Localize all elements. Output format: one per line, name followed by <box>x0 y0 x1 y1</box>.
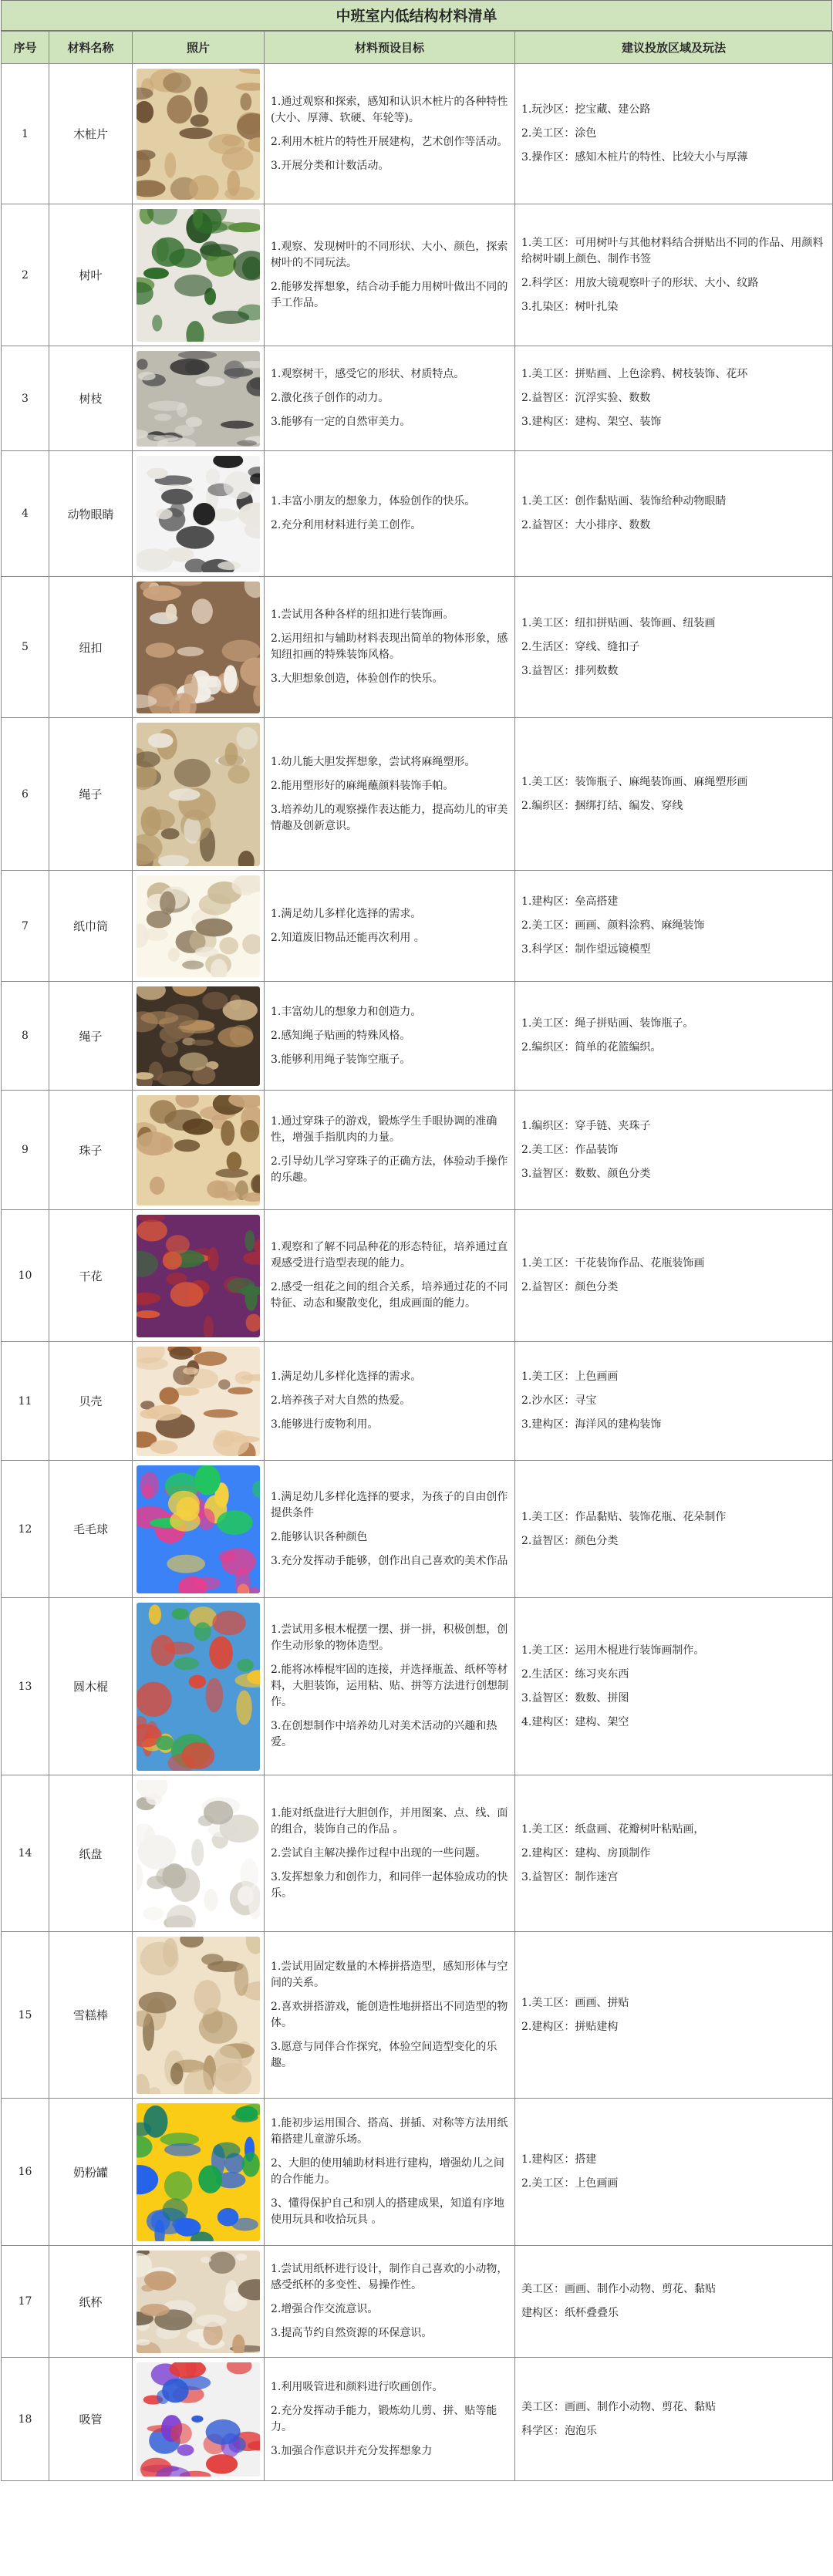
goal-item: 2.喜欢拼搭游戏，能创造性地拼搭出不同造型的物体。 <box>271 2000 508 2029</box>
area-item: 3.建构区：海洋风的建构装饰 <box>521 1418 662 1431</box>
table-row <box>2 1932 833 2099</box>
goal-item: 1.尝试用纸杯进行设计，制作自己喜欢的小动物，感受纸杯的多变性、易操作性。 <box>271 2263 508 2291</box>
goal-item: 2.感知绳子贴画的特殊风格。 <box>271 1029 411 1042</box>
goal-item: 2.利用木桩片的特性开展建构，艺术创作等活动。 <box>271 135 508 148</box>
material-name: 纸巾筒 <box>49 871 133 982</box>
material-name: 圆木棍 <box>49 1598 133 1775</box>
table-header-row <box>2 32 833 64</box>
areas-cell <box>515 1775 833 1932</box>
goal-item: 1.通过穿珠子的游戏，锻炼学生手眼协调的准确性，增强手指肌肉的力量。 <box>271 1115 497 1144</box>
goal-item: 1.观察树干，感受它的形状、材质特点。 <box>271 368 465 380</box>
photo-graphic <box>137 986 260 1086</box>
area-item: 1.美工区：干花装饰作品、花瓶装饰画 <box>521 1257 705 1269</box>
straws-photo <box>137 2362 260 2477</box>
goal-item: 3.培养幼儿的观察操作表达能力，提高幼儿的审美情趣及创新意识。 <box>271 803 508 832</box>
table-row <box>2 1342 833 1461</box>
area-item: 3.建构区：建构、架空、装饰 <box>521 416 662 428</box>
goal-item: 2.引导幼儿学习穿珠子的正确方法，体验动手操作的乐趣。 <box>271 1155 508 1184</box>
photo-cell <box>133 1210 265 1342</box>
row-number: 6 <box>2 718 49 871</box>
goal-item: 1.丰富小朋友的想象力，体验创作的快乐。 <box>271 495 476 507</box>
material-name: 树枝 <box>49 346 133 451</box>
goal-item: 3.能够利用绳子装饰空瓶子。 <box>271 1053 411 1066</box>
photo-graphic <box>137 2103 260 2241</box>
goals-cell <box>265 2358 515 2481</box>
material-name: 树叶 <box>49 204 133 346</box>
goal-item: 2、大胆的使用辅助材料进行建构，增强幼儿之间的合作能力。 <box>271 2157 504 2186</box>
header-name: 材料名称 <box>49 32 133 64</box>
photo-cell <box>133 2099 265 2246</box>
table-row <box>2 2099 833 2246</box>
header-no: 序号 <box>2 32 49 64</box>
area-item: 1.美工区：创作黏贴画、装饰给种动物眼睛 <box>521 495 727 507</box>
table-body <box>2 64 833 2481</box>
photo-cell <box>133 346 265 451</box>
material-table <box>1 31 833 2481</box>
area-item: 3.操作区：感知木桩片的特性、比较大小与厚薄 <box>521 151 748 164</box>
area-item: 1.建构区：垒高搭建 <box>521 895 619 908</box>
photo-cell <box>133 718 265 871</box>
area-item: 1.美工区：拼贴画、上色涂鸦、树枝装饰、花环 <box>521 368 748 380</box>
area-item: 2.生活区：穿线、缝扣子 <box>521 640 640 653</box>
area-item: 2.编织区：捆绑打结、编发、穿线 <box>521 799 683 812</box>
goals-cell <box>265 1342 515 1461</box>
table-row <box>2 1775 833 1932</box>
goals-cell <box>265 1091 515 1210</box>
area-item: 3.益智区：排列数数 <box>521 664 619 677</box>
goal-item: 2.能够发挥想象，结合动手能力用树叶做出不同的手工作品。 <box>271 280 508 309</box>
areas-cell <box>515 1932 833 2099</box>
goal-item: 2.增强合作交流意识。 <box>271 2303 379 2315</box>
areas-cell <box>515 1210 833 1342</box>
goal-item: 1.通过观察和探索，感知和认识木桩片的各种特性(大小、厚薄、软硬、年轮等)。 <box>271 95 508 124</box>
area-item: 1.美工区：画画、拼贴 <box>521 1996 629 2009</box>
row-number: 1 <box>2 64 49 204</box>
goals-cell <box>265 451 515 577</box>
wood-slices-photo <box>137 69 260 200</box>
row-number: 9 <box>2 1091 49 1210</box>
goal-item: 1.观察、发现树叶的不同形状、大小、颜色，探索树叶的不同玩法。 <box>271 240 508 269</box>
goals-cell <box>265 718 515 871</box>
goal-item: 2.充分利用材料进行美工创作。 <box>271 519 422 531</box>
goal-item: 2.培养孩子对大自然的热爱。 <box>271 1394 411 1407</box>
photo-cell <box>133 1461 265 1598</box>
photo-cell <box>133 451 265 577</box>
goal-item: 2.感受一组花之间的组合关系，培养通过花的不同特征、动态和聚散变化，组成画面的能力。 <box>271 1281 508 1310</box>
table-row <box>2 346 833 451</box>
goal-item: 3.加强合作意识并充分发挥想象力 <box>271 2444 433 2457</box>
photo-graphic <box>137 1937 260 2094</box>
area-item: 1.美工区：绳子拼贴画、装饰瓶子。 <box>521 1017 694 1030</box>
table-row <box>2 64 833 204</box>
goal-item: 1.观察和了解不同品种花的形态特征，培养通过直观感受进行造型表现的能力。 <box>271 1241 508 1269</box>
area-item: 2.沙水区：寻宝 <box>521 1394 597 1407</box>
page-title: 中班室内低结构材料清单 <box>1 0 832 31</box>
material-name: 毛毛球 <box>49 1461 133 1598</box>
goals-cell <box>265 204 515 346</box>
table-row <box>2 1210 833 1342</box>
table-row <box>2 1461 833 1598</box>
photo-graphic <box>137 1215 260 1337</box>
goal-item: 1.满足幼儿多样化选择的要求，为孩子的自由创作提供条件 <box>271 1490 508 1519</box>
photo-graphic <box>137 2251 260 2353</box>
photo-cell <box>133 577 265 718</box>
row-number: 2 <box>2 204 49 346</box>
photo-cell <box>133 1091 265 1210</box>
photo-cell <box>133 871 265 982</box>
animal-eyes-photo <box>137 456 260 572</box>
row-number: 17 <box>2 2246 49 2358</box>
material-name: 纸盘 <box>49 1775 133 1932</box>
goal-item: 1.尝试用各种各样的纽扣进行装饰画。 <box>271 609 454 621</box>
areas-cell <box>515 204 833 346</box>
sticks-photo <box>137 1603 260 1771</box>
area-item: 美工区：画画、制作小动物、剪花、黏贴 <box>521 2400 716 2413</box>
table-row <box>2 1598 833 1775</box>
area-item: 2.益智区：大小排序、数数 <box>521 519 651 531</box>
photo-cell <box>133 204 265 346</box>
photo-graphic <box>137 1780 260 1927</box>
goals-cell <box>265 64 515 204</box>
table-row <box>2 982 833 1091</box>
goal-item: 2.知道废旧物品还能再次利用 。 <box>271 931 425 944</box>
row-number: 5 <box>2 577 49 718</box>
goal-item: 3.在创想制作中培养幼儿对美术活动的兴趣和热爱。 <box>271 1720 497 1748</box>
material-name: 干花 <box>49 1210 133 1342</box>
goal-item: 3.发挥想象力和创作力，和同伴一起体验成功的快乐。 <box>271 1870 508 1900</box>
material-name: 纸杯 <box>49 2246 133 2358</box>
goals-cell <box>265 1210 515 1342</box>
goal-item: 1.满足幼儿多样化选择的需求。 <box>271 907 422 920</box>
material-name: 木桩片 <box>49 64 133 204</box>
photo-cell <box>133 2246 265 2358</box>
area-item: 2.建构区：建构、房顶制作 <box>521 1846 651 1860</box>
area-item: 科学区：泡泡乐 <box>521 2424 597 2437</box>
table-row <box>2 2246 833 2358</box>
goal-item: 1.能对纸盘进行大胆创作，并用图案、点、线、面的组合，装饰自己的作品 。 <box>271 1806 508 1836</box>
photo-graphic <box>137 582 260 713</box>
areas-cell <box>515 1091 833 1210</box>
photo-graphic <box>137 69 260 200</box>
dried-flowers-photo <box>137 1215 260 1337</box>
goal-item: 1.丰富幼儿的想象力和创造力。 <box>271 1005 422 1018</box>
goal-item: 3.愿意与同伴合作探究，体验空间造型变化的乐趣。 <box>271 2040 497 2069</box>
photo-cell <box>133 1775 265 1932</box>
area-item: 2.益智区：沉浮实验、数数 <box>521 392 651 404</box>
header-areas: 建议投放区域及玩法 <box>515 32 833 64</box>
area-item: 1.美工区：上色画画 <box>521 1371 619 1383</box>
area-item: 2.编织区：简单的花篮编织。 <box>521 1041 662 1054</box>
material-name: 绳子 <box>49 718 133 871</box>
goals-cell <box>265 346 515 451</box>
material-name: 动物眼睛 <box>49 451 133 577</box>
goal-item: 1.满足幼儿多样化选择的需求。 <box>271 1371 422 1383</box>
area-item: 1.玩沙区：挖宝藏、建公路 <box>521 103 651 116</box>
areas-cell <box>515 64 833 204</box>
goals-cell <box>265 2099 515 2246</box>
table-row <box>2 718 833 871</box>
area-item: 2.益智区：颜色分类 <box>521 1281 619 1293</box>
goal-item: 3.大胆想象创造，体验创作的快乐。 <box>271 673 443 685</box>
goal-item: 3.充分发挥动手能够，创作出自己喜欢的美术作品 <box>271 1554 508 1567</box>
photo-graphic <box>137 723 260 866</box>
row-number: 3 <box>2 346 49 451</box>
area-item: 建构区：纸杯叠叠乐 <box>521 2307 619 2319</box>
material-name: 奶粉罐 <box>49 2099 133 2246</box>
goal-item: 3、懂得保护自己和别人的搭建成果，知道有序地使用玩具和收拾玩具 。 <box>271 2197 504 2226</box>
areas-cell <box>515 1598 833 1775</box>
row-number: 12 <box>2 1461 49 1598</box>
photo-graphic <box>137 1603 260 1771</box>
goal-item: 1.利用吸管进和颜料进行吹画创作。 <box>271 2380 443 2393</box>
photo-cell <box>133 64 265 204</box>
area-item: 1.编织区：穿手链、夹珠子 <box>521 1119 651 1132</box>
material-name: 雪糕棒 <box>49 1932 133 2099</box>
area-item: 3.扎染区：树叶扎染 <box>521 300 619 313</box>
photo-graphic <box>137 875 260 977</box>
formula-cans-photo <box>137 2103 260 2241</box>
area-item: 4.建构区：建构、架空 <box>521 1715 629 1728</box>
area-item: 3.益智区：数数、颜色分类 <box>521 1167 651 1180</box>
popsicle-sticks-photo <box>137 1937 260 2094</box>
goal-item: 3.开展分类和计数活动。 <box>271 159 390 172</box>
material-name: 珠子 <box>49 1091 133 1210</box>
photo-cell <box>133 2358 265 2481</box>
goals-cell <box>265 1461 515 1598</box>
goals-cell <box>265 1598 515 1775</box>
row-number: 7 <box>2 871 49 982</box>
area-item: 1.美工区：运用木棍进行装饰画制作。 <box>521 1644 705 1657</box>
goal-item: 2.激化孩子创作的动力。 <box>271 392 390 404</box>
area-item: 2.美工区：作品装饰 <box>521 1143 619 1156</box>
area-item: 2.益智区：颜色分类 <box>521 1534 619 1547</box>
material-name: 贝壳 <box>49 1342 133 1461</box>
leaves-photo <box>137 209 260 342</box>
photo-graphic <box>137 1347 260 1456</box>
goal-item: 1.尝试用固定数量的木棒拼搭造型，感知形体与空间的关系。 <box>271 1960 508 1989</box>
rope-photo <box>137 723 260 866</box>
material-name: 纽扣 <box>49 577 133 718</box>
row-number: 8 <box>2 982 49 1091</box>
goals-cell <box>265 1775 515 1932</box>
branches-photo <box>137 351 260 447</box>
area-item: 2.建构区：拼贴建构 <box>521 2020 619 2033</box>
table-row <box>2 204 833 346</box>
photo-graphic <box>137 1465 260 1593</box>
photo-cell <box>133 1598 265 1775</box>
goal-item: 2.能够认识各种颜色 <box>271 1530 368 1543</box>
goal-item: 2.运用纽扣与辅助材料表现出简单的物体形象，感知纽扣画的特殊装饰风格。 <box>271 632 508 661</box>
goals-cell <box>265 2246 515 2358</box>
material-name: 绳子 <box>49 982 133 1091</box>
goal-item: 3.提高节约自然资源的环保意识。 <box>271 2327 433 2339</box>
areas-cell <box>515 1461 833 1598</box>
paper-cups-photo <box>137 2251 260 2353</box>
photo-cell <box>133 982 265 1091</box>
goal-item: 1.能初步运用围合、搭高、拼插、对称等方法用纸箱搭建儿童游乐场。 <box>271 2117 508 2146</box>
header-photo: 照片 <box>133 32 265 64</box>
areas-cell <box>515 451 833 577</box>
goal-item: 1.尝试用多根木棍摆一摆、拼一拼，积极创想，创作生动形象的物体造型。 <box>271 1623 508 1652</box>
shells-photo <box>137 1347 260 1456</box>
row-number: 15 <box>2 1932 49 2099</box>
photo-graphic <box>137 456 260 572</box>
area-item: 1.建构区：搭建 <box>521 2153 597 2166</box>
rope-box-photo <box>137 986 260 1086</box>
photo-graphic <box>137 1095 260 1205</box>
row-number: 13 <box>2 1598 49 1775</box>
table-row <box>2 451 833 577</box>
area-item: 2.生活区：练习夹东西 <box>521 1667 629 1681</box>
areas-cell <box>515 346 833 451</box>
area-item: 1.美工区：纸盘画、花瓣树叶粘贴画， <box>521 1822 705 1836</box>
row-number: 14 <box>2 1775 49 1932</box>
area-item: 3.益智区：制作迷宫 <box>521 1870 619 1883</box>
goals-cell <box>265 871 515 982</box>
row-number: 10 <box>2 1210 49 1342</box>
row-number: 4 <box>2 451 49 577</box>
row-number: 11 <box>2 1342 49 1461</box>
goals-cell <box>265 1932 515 2099</box>
goal-item: 2.充分发挥动手能力，锻炼幼儿剪、拼、贴等能力。 <box>271 2404 497 2433</box>
photo-cell <box>133 1342 265 1461</box>
row-number: 16 <box>2 2099 49 2246</box>
areas-cell <box>515 2099 833 2246</box>
areas-cell <box>515 1342 833 1461</box>
paper-plates-photo <box>137 1780 260 1927</box>
table-row <box>2 577 833 718</box>
areas-cell <box>515 2246 833 2358</box>
area-item: 1.美工区：纽扣拼贴画、装饰画、纽装画 <box>521 616 716 629</box>
areas-cell <box>515 718 833 871</box>
photo-graphic <box>137 351 260 447</box>
area-item: 1.美工区：可用树叶与其他材料结合拼贴出不同的作品、用颜料给树叶刷上颜色、制作书签 <box>521 236 824 265</box>
area-item: 2.美工区：画画、颜料涂鸦、麻绳装饰 <box>521 919 705 932</box>
goals-cell <box>265 982 515 1091</box>
material-list-sheet <box>1 0 832 2481</box>
area-item: 2.科学区：用放大镜观察叶子的形状、大小、纹路 <box>521 276 759 289</box>
goal-item: 3.能够有一定的自然审美力。 <box>271 416 411 428</box>
goal-item: 2.能用塑形好的麻绳蘸颜料装饰手帕。 <box>271 779 454 792</box>
table-row <box>2 871 833 982</box>
buttons-photo <box>137 582 260 713</box>
areas-cell <box>515 982 833 1091</box>
pompoms-photo <box>137 1465 260 1593</box>
area-item: 3.科学区：制作望远镜模型 <box>521 943 651 956</box>
beads-photo <box>137 1095 260 1205</box>
photo-graphic <box>137 2362 260 2477</box>
goal-item: 2.能将冰棒棍牢固的连接，并选择瓶盖、纸杯等材料，大胆装饰，运用粘、贴、拼等方法进行创想制作。 <box>271 1664 508 1708</box>
areas-cell <box>515 2358 833 2481</box>
area-item: 3.益智区：数数、拼图 <box>521 1691 629 1704</box>
table-row <box>2 2358 833 2481</box>
goal-item: 2.尝试自主解决操作过程中出现的一些问题。 <box>271 1846 487 1860</box>
goal-item: 3.能够进行废物利用。 <box>271 1418 379 1431</box>
photo-graphic <box>137 209 260 342</box>
photo-cell <box>133 1932 265 2099</box>
area-item: 2.美工区：涂色 <box>521 127 597 140</box>
table-row <box>2 1091 833 1210</box>
header-goals: 材料预设目标 <box>265 32 515 64</box>
areas-cell <box>515 577 833 718</box>
material-name: 吸管 <box>49 2358 133 2481</box>
area-item: 美工区：画画、制作小动物、剪花、黏贴 <box>521 2283 716 2295</box>
areas-cell <box>515 871 833 982</box>
goal-item: 1.幼儿能大胆发挥想象，尝试将麻绳塑形。 <box>271 755 476 768</box>
row-number: 18 <box>2 2358 49 2481</box>
paper-tubes-photo <box>137 875 260 977</box>
area-item: 2.美工区：上色画画 <box>521 2177 619 2190</box>
area-item: 1.美工区：作品黏贴、装饰花瓶、花朵制作 <box>521 1510 727 1523</box>
goals-cell <box>265 577 515 718</box>
area-item: 1.美工区：装饰瓶子、麻绳装饰画、麻绳塑形画 <box>521 775 748 788</box>
